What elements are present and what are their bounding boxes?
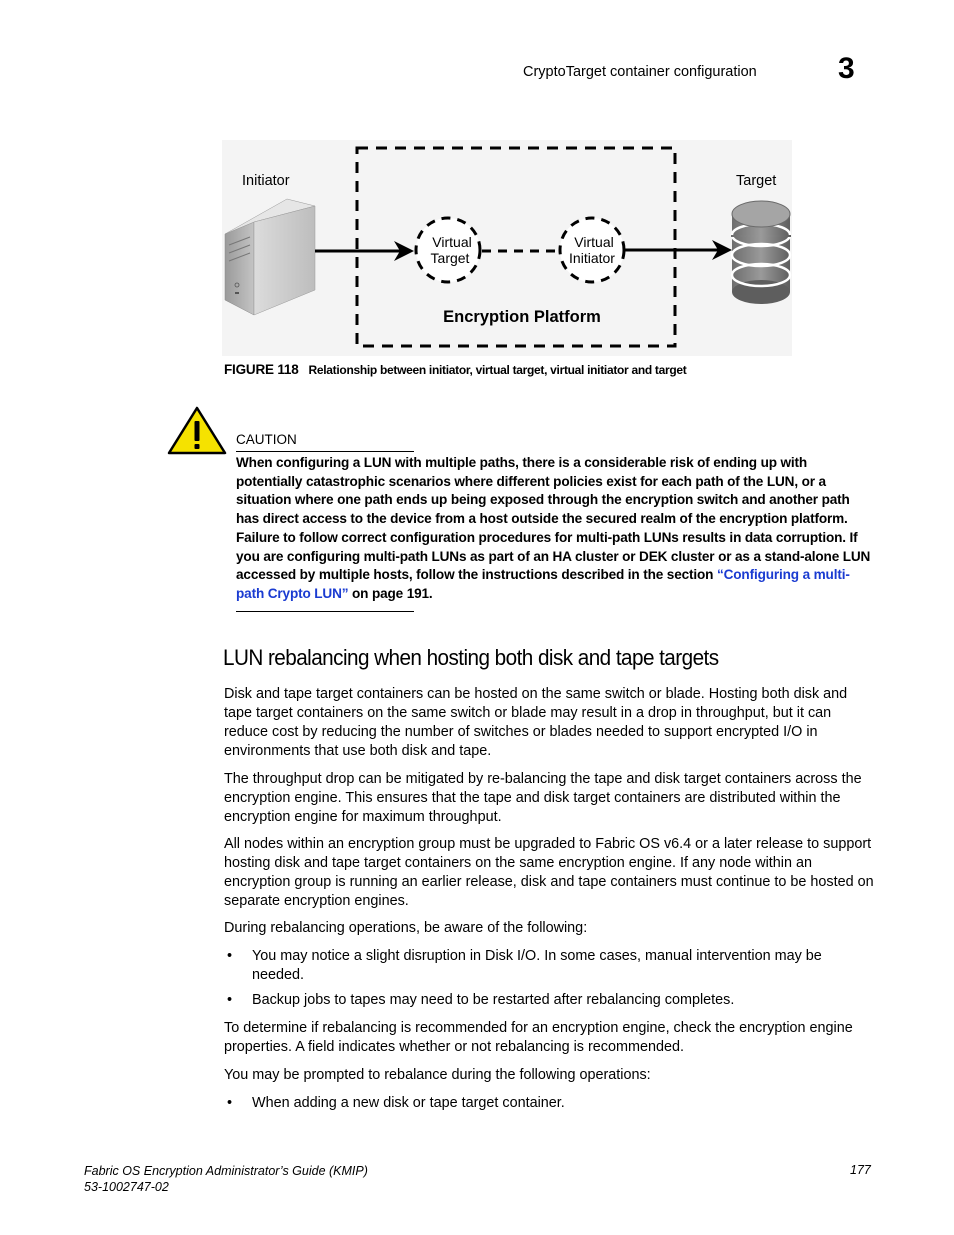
caution-rule-bottom: [236, 611, 414, 612]
database-icon: [731, 201, 791, 304]
warning-triangle-icon: [166, 405, 228, 457]
paragraph-1: Disk and tape target containers can be hosted on the same switch or blade. Hosting both disk and tape target containers on the same switch or blade may result in a drop in throughput, but it can reduce cost by reducing the number of switches or blades needed to support encrypted I/O in environments that use both disk and tape.: [224, 686, 848, 759]
paragraph-5: To determine if rebalancing is recommended for an encryption engine, check the encryption engine properties. A field indicates whether or not rebalancing is recommended.: [224, 1020, 853, 1055]
list-item: [224, 991, 874, 1010]
footer: [84, 1163, 368, 1195]
initiator-label: Initiator: [242, 173, 290, 189]
caution-rule-top: [236, 451, 414, 452]
figure-number: FIGURE 118: [224, 362, 299, 377]
target-label: Target: [736, 173, 777, 189]
figure-caption: [224, 362, 686, 377]
virtual-target-label-line1: Virtual: [432, 234, 472, 250]
encryption-platform-label: Encryption Platform: [443, 308, 601, 326]
caution-crossref-link[interactable]: “Configuring a multi-path Crypto LUN”: [236, 567, 850, 601]
virtual-initiator-label-line2: Initiator: [569, 250, 615, 266]
page-number: 177: [850, 1163, 871, 1177]
bullet-marker: •: [227, 1095, 233, 1111]
caution-body: [236, 454, 874, 604]
paragraph-6: You may be prompted to rebalance during the following operations:: [224, 1067, 651, 1083]
caution-text: When configuring a LUN with multiple paths, there is a considerable risk of ending up with potentially catastrophic scenarios where different policies exist for each path of the LUN, or a situation where one path ends up being exposed through the encryption switch and another path has direct access to the device from a host outside the secured realm of the encryption platform. Failure to follow correct configuration procedures for multi-path LUNs results in data corruption. If you are configuring multi-path LUNs as part of an HA cluster or DEK cluster or as a stand-alone LUN accessed by multiple hosts, follow the instructions described in the section: [236, 455, 871, 583]
bullet-marker: •: [227, 948, 233, 964]
bullet-text: Backup jobs to tapes may need to be restarted after rebalancing completes.: [252, 992, 735, 1008]
list-item: [224, 947, 874, 985]
footer-doc-number: 53-1002747-02: [84, 1180, 169, 1194]
paragraph-2: The throughput drop can be mitigated by re-balancing the tape and disk target containers across the encryption engine. This ensures that the tape and disk target containers are distributed within the encryption engine for maximum throughput.: [224, 771, 862, 825]
bullet-marker: •: [227, 992, 233, 1008]
caution-heading: CAUTION: [236, 432, 297, 447]
bullet-text: When adding a new disk or tape target container.: [252, 1095, 565, 1111]
figure-caption-text: Relationship between initiator, virtual target, virtual initiator and target: [308, 363, 687, 377]
footer-doc-title: Fabric OS Encryption Administrator’s Guide (KMIP): [84, 1164, 368, 1178]
virtual-target-label-line2: Target: [430, 250, 470, 266]
list-item: [224, 1094, 874, 1113]
bullet-text: You may notice a slight disruption in Disk I/O. In some cases, manual intervention may be needed.: [252, 948, 822, 983]
paragraph-4: During rebalancing operations, be aware of the following:: [224, 920, 588, 936]
virtual-initiator-label-line1: Virtual: [574, 234, 614, 250]
initiator-target-diagram: [222, 140, 792, 356]
running-header-title: CryptoTarget container configuration: [523, 64, 757, 80]
chapter-number: 3: [838, 52, 855, 85]
paragraph-3: All nodes within an encryption group must be upgraded to Fabric OS v6.4 or a later release to support hosting disk and tape target containers on the same encryption engine. If any node within an encryption group is running an earlier release, disk and tape containers must continue to be hosted on separate encryption engines.: [224, 836, 874, 909]
caution-text-suffix: on page 191.: [348, 585, 433, 601]
section-heading: LUN rebalancing when hosting both disk and tape targets: [223, 645, 719, 670]
